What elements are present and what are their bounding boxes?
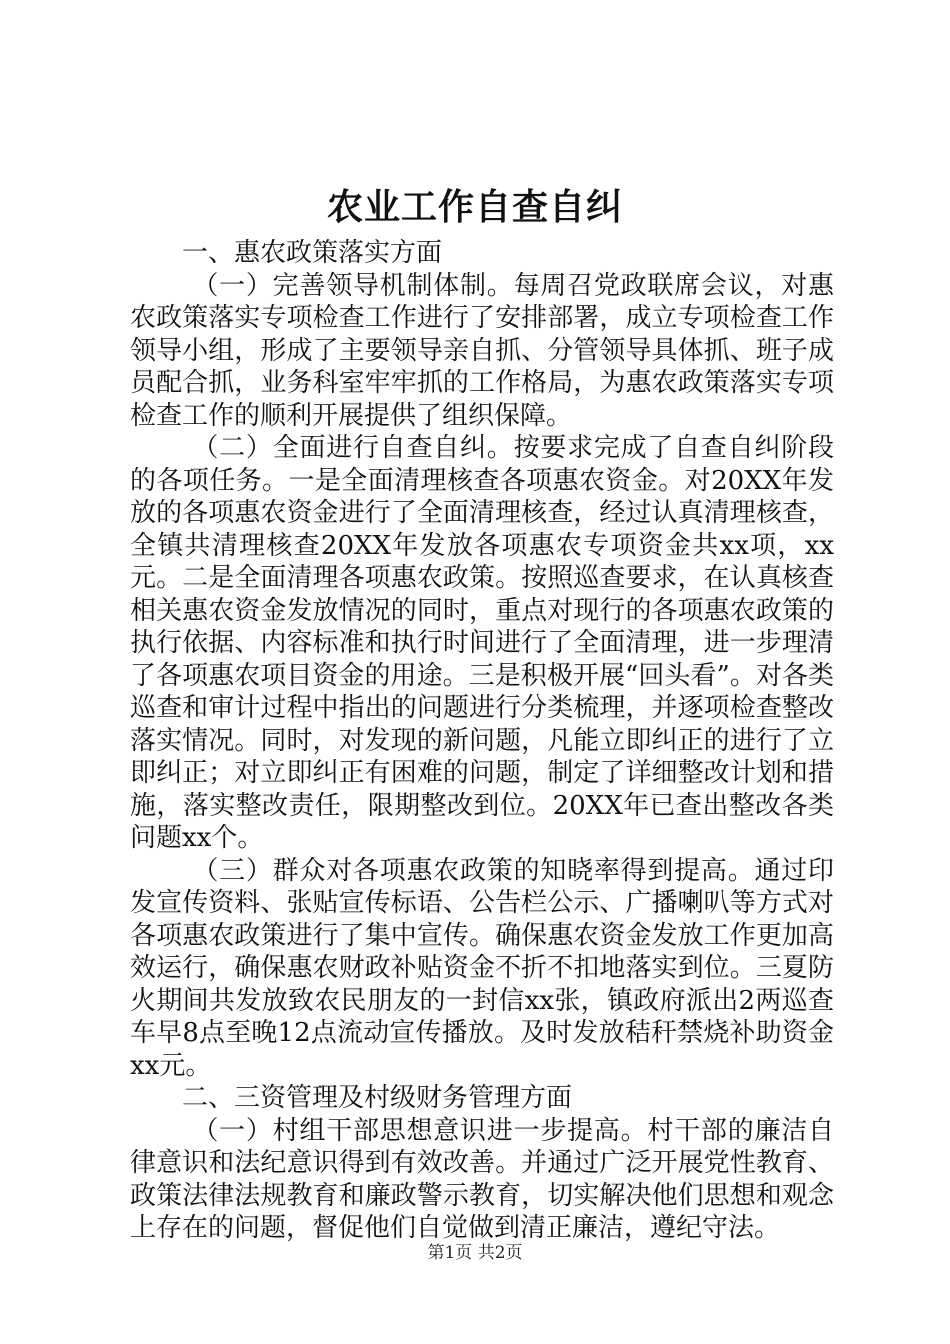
paragraph-1-1: （一）完善领导机制体制。每周召党政联席会议，对惠农政策落实专项检查工作进行了安排部署，成立专项检查工作领导小组，形成了主要领导亲自抓、分管领导具体抓、班子成员配合抓，业务科室牢牢抓的工作格局，为惠农政策落实专项检查工作的顺利开展提供了组织保障。 xyxy=(130,270,834,431)
paragraph-2-1: （一）村组干部思想意识进一步提高。村干部的廉洁自律意识和法纪意识得到有效改善。并通过广泛开展党性教育、政策法律法规教育和廉政警示教育，切实解决他们思想和观念上存在的问题，督促他们自觉做到清正廉洁，遵纪守法。 xyxy=(130,1115,834,1243)
document-title: 农业工作自查自纠 xyxy=(326,186,623,228)
paragraph-1-2: （二）全面进行自查自纠。按要求完成了自查自纠阶段的各项任务。一是全面清理核查各项惠农资金。对20XX年发放的各项惠农资金进行了全面清理核查，经过认真清理核查，全镇共清理核查20XX年发放各项惠农专项资金共xx项，xx元。二是全面清理各项惠农政策。按照巡查要求，在认真核查相关惠农资金发放情况的同时，重点对现行的各项惠农政策的执行依据、内容标准和执行时间进行了全面清理，进一步理清了各项惠农项目资金的用途。三是积极开展“回头看”。对各类巡查和审计过程中指出的问题进行分类梳理，并逐项检查整改落实情况。同时，对发现的新问题，凡能立即纠正的进行了立即纠正；对立即纠正有困难的问题，制定了详细整改计划和措施，落实整改责任，限期整改到位。20XX年已查出整改各类问题xx个。 xyxy=(130,433,834,853)
section-heading-2: 二、三资管理及村级财务管理方面 xyxy=(182,1083,573,1113)
document-body xyxy=(130,237,834,1245)
page-number-footer: 第1页 共2页 xyxy=(427,1243,523,1263)
paragraph-1-3: （三）群众对各项惠农政策的知晓率得到提高。通过印发宣传资料、张贴宣传标语、公告栏公示、广播喇叭等方式对各项惠农政策进行了集中宣传。确保惠农资金发放工作更加高效运行，确保惠农财政补贴资金不折不扣地落实到位。三夏防火期间共发放致农民朋友的一封信xx张，镇政府派出2两巡查车早8点至晚12点流动宣传播放。及时发放秸秆禁烧补助资金xx元。 xyxy=(130,855,834,1081)
section-heading-1: 一、惠农政策落实方面 xyxy=(182,238,443,268)
